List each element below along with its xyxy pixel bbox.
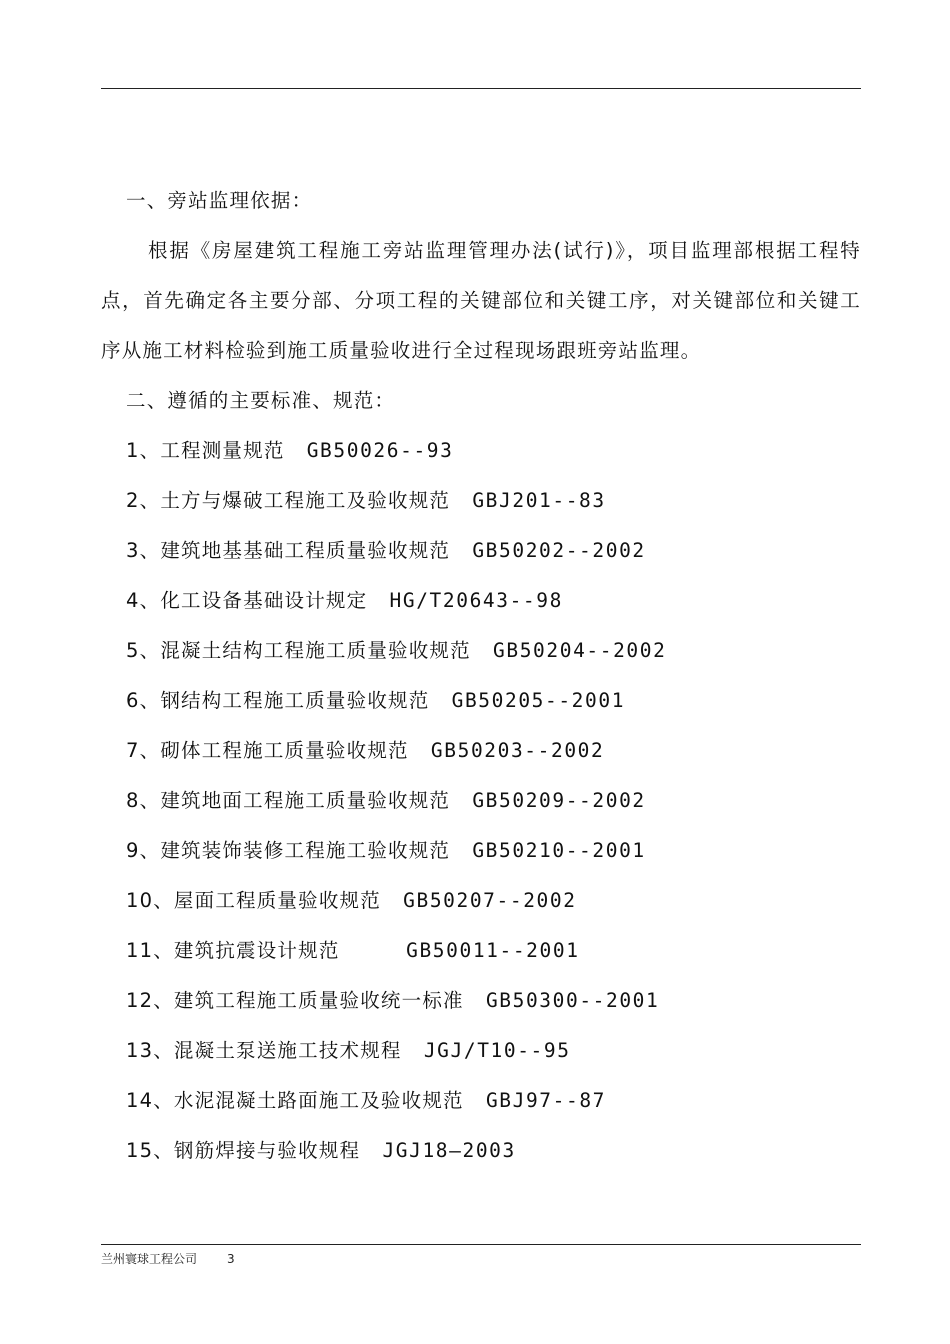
standard-name: 建筑工程施工质量验收统一标准: [173, 989, 464, 1012]
header-rule: [101, 88, 861, 89]
standard-code: GBJ97--87: [485, 1089, 606, 1112]
standard-item: [101, 526, 861, 576]
standard-item: [101, 776, 861, 826]
standard-number: 14、: [126, 1089, 174, 1112]
document-body: [101, 176, 861, 1176]
footer-company: 兰州寰球工程公司: [101, 1252, 198, 1266]
section1-heading: 一、旁站监理依据：: [126, 189, 313, 212]
standard-gap: [464, 989, 486, 1012]
standard-gap: [340, 939, 407, 962]
standard-number: 1、: [126, 439, 161, 462]
standard-number: 11、: [126, 939, 174, 962]
standard-item: [101, 626, 861, 676]
standard-code: GB50204--2002: [493, 639, 667, 662]
standard-item: [101, 1026, 861, 1076]
standard-gap: [471, 639, 493, 662]
standard-name: 混凝土结构工程施工质量验收规范: [160, 639, 471, 662]
standard-number: 7、: [126, 739, 161, 762]
standard-gap: [381, 889, 403, 912]
standard-gap: [409, 739, 431, 762]
standard-number: 5、: [126, 639, 161, 662]
standard-code: GB50026--93: [306, 439, 454, 462]
standard-number: 9、: [126, 839, 161, 862]
standard-name: 砌体工程施工质量验收规范: [160, 739, 409, 762]
standard-name: 工程测量规范: [160, 439, 285, 462]
standard-gap: [450, 489, 472, 512]
standard-item: [101, 576, 861, 626]
standard-code: GB50011--2001: [406, 939, 580, 962]
standard-item: [101, 876, 861, 926]
standard-name: 水泥混凝土路面施工及验收规范: [173, 1089, 464, 1112]
standard-number: 12、: [126, 989, 174, 1012]
standard-number: 6、: [126, 689, 161, 712]
standard-item: [101, 1126, 861, 1176]
standard-item: [101, 676, 861, 726]
standard-number: 4、: [126, 589, 161, 612]
standard-code: JGJ/T10--95: [423, 1039, 571, 1062]
standard-name: 土方与爆破工程施工及验收规范: [160, 489, 451, 512]
standard-gap: [450, 789, 472, 812]
standard-code: GB50207--2002: [403, 889, 577, 912]
standard-name: 建筑地基基础工程质量验收规范: [160, 539, 451, 562]
standard-gap: [450, 839, 472, 862]
standard-number: 3、: [126, 539, 161, 562]
standard-code: GB50202--2002: [472, 539, 646, 562]
standard-code: GB50209--2002: [472, 789, 646, 812]
standard-item: [101, 1076, 861, 1126]
standard-gap: [285, 439, 307, 462]
standards-list: [101, 426, 861, 1176]
page-footer: [101, 1250, 235, 1267]
standard-gap: [367, 589, 389, 612]
standard-item: [101, 976, 861, 1026]
standard-number: 13、: [126, 1039, 174, 1062]
standard-code: GB50300--2001: [485, 989, 660, 1012]
standard-gap: [450, 539, 472, 562]
standard-number: 2、: [126, 489, 161, 512]
standard-name: 钢结构工程施工质量验收规范: [160, 689, 430, 712]
standard-name: 建筑地面工程施工质量验收规范: [160, 789, 451, 812]
standard-gap: [402, 1039, 424, 1062]
standard-code: GB50210--2001: [472, 839, 646, 862]
standard-code: GB50203--2002: [430, 739, 605, 762]
standard-item: [101, 826, 861, 876]
standard-item: [101, 426, 861, 476]
standard-code: GBJ201--83: [472, 489, 606, 512]
standard-item: [101, 926, 861, 976]
standard-code: GB50205--2001: [451, 689, 626, 712]
standard-code: HG/T20643--98: [389, 589, 563, 612]
standard-gap: [429, 689, 451, 712]
standard-name: 化工设备基础设计规定: [160, 589, 368, 612]
standard-code: JGJ18—2003: [382, 1139, 516, 1162]
standard-number: 15、: [126, 1139, 174, 1162]
standard-name: 屋面工程质量验收规范: [173, 889, 381, 912]
standard-item: [101, 726, 861, 776]
standard-name: 钢筋焊接与验收规程: [173, 1139, 361, 1162]
standard-item: [101, 476, 861, 526]
standard-gap: [464, 1089, 486, 1112]
standard-number: 10、: [126, 889, 174, 912]
standard-name: 混凝土泵送施工技术规程: [173, 1039, 402, 1062]
standard-name: 建筑装饰装修工程施工验收规范: [160, 839, 451, 862]
section1-paragraph: 根据《房屋建筑工程施工旁站监理管理办法(试行)》，项目监理部根据工程特点，首先确定各主要分部、分项工程的关键部位和关键工序，对关键部位和关键工序从施工材料检验到施工质量验收进行全过程现场跟班旁站监理。: [101, 239, 861, 362]
standard-name: 建筑抗震设计规范: [173, 939, 340, 962]
footer-page-number: 3: [227, 1252, 235, 1266]
standard-number: 8、: [126, 789, 161, 812]
standard-gap: [360, 1139, 382, 1162]
section2-heading: 二、遵循的主要标准、规范：: [126, 389, 396, 412]
footer-rule: [101, 1244, 861, 1245]
